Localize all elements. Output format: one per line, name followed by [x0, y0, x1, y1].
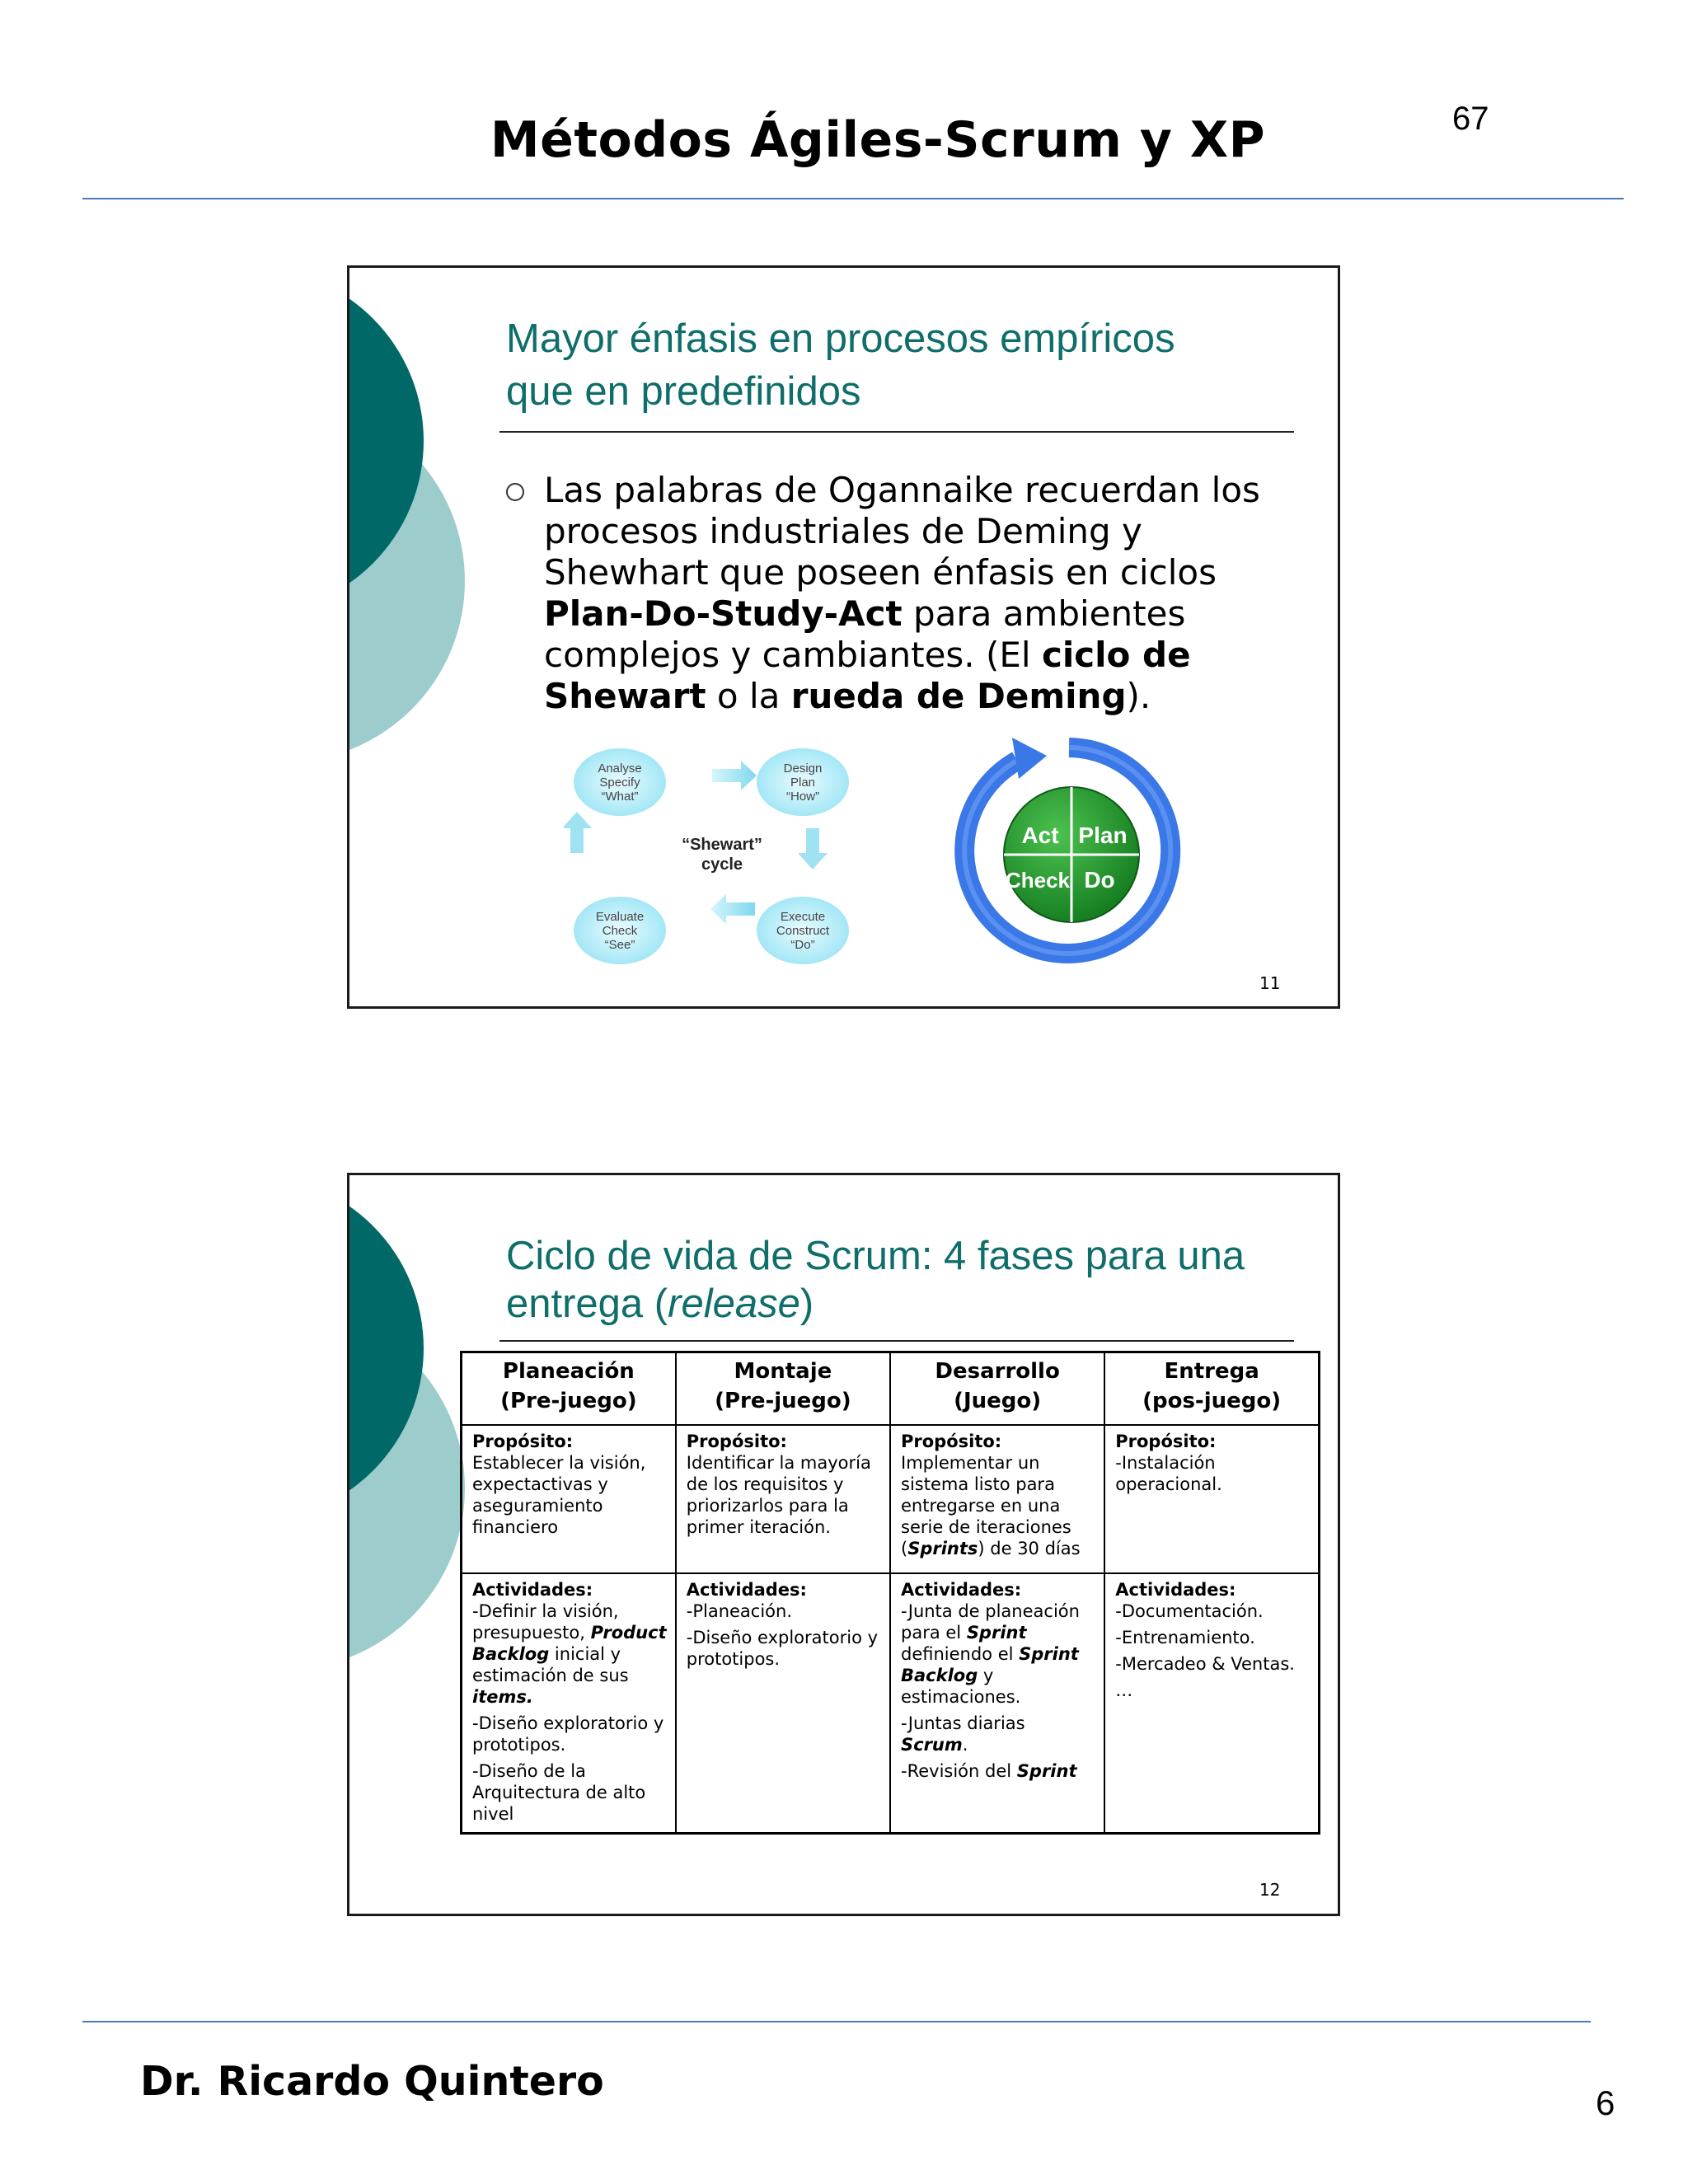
footer-divider: [82, 2021, 1591, 2022]
scrum-phases-table: [460, 1351, 1320, 1835]
table-cell: Actividades: -Documentación. -Entrenamiento. -Mercadeo & Ventas. …: [1104, 1573, 1319, 1834]
arrow-up-icon: [564, 812, 592, 853]
slide-11: [347, 265, 1340, 1009]
arrow-down-icon: [798, 828, 828, 869]
slide-number: 11: [1259, 973, 1281, 993]
table-cell: Propósito: Establecer la visión, expectactivas y aseguramiento financiero: [462, 1425, 676, 1573]
slide-title-line: entrega (release): [506, 1282, 814, 1326]
cycle-node-evaluate: Evaluate Check “See”: [574, 897, 666, 964]
slide-12: [347, 1173, 1340, 1916]
arrow-left-icon: [710, 894, 755, 924]
deming-arrowhead-icon: [1012, 738, 1047, 779]
slide-title-line: Mayor énfasis en procesos empíricos: [506, 316, 1175, 361]
slide-title-line: que en predefinidos: [506, 368, 861, 414]
deming-wheel: [950, 731, 1189, 970]
slide-title-line: Ciclo de vida de Scrum: 4 fases para una: [506, 1234, 1245, 1278]
column-header-desarrollo: Desarrollo (Juego): [890, 1352, 1104, 1425]
column-header-planeacion: Planeación (Pre-juego): [462, 1352, 676, 1425]
table-row: [462, 1425, 1320, 1573]
column-header-montaje: Montaje (Pre-juego): [676, 1352, 890, 1425]
header-divider: [82, 198, 1624, 199]
slide-title: [506, 1232, 1297, 1328]
slide-title-rule: [499, 1340, 1294, 1342]
author-name: Dr. Ricardo Quintero: [140, 2058, 604, 2105]
slide-number: 12: [1259, 1880, 1281, 1900]
page-number-top: 67: [1452, 101, 1489, 137]
cycle-node-execute: Execute Construct “Do”: [757, 897, 849, 964]
slide-title-rule: [499, 431, 1294, 433]
slide-title: [506, 313, 1297, 418]
deming-check-label: Check: [1005, 868, 1071, 893]
bullet-text: Las palabras de Ogannaike recuerdan los procesos industriales de Deming y Shewhart que poseen énfasis en ciclos Plan-Do-Study-Act para ambientes complejos y cambiantes. (El ciclo de Shewart o la rueda de Deming).: [544, 470, 1260, 716]
table-row: [462, 1573, 1320, 1834]
table-cell: Actividades: -Junta de planeación para el Sprint definiendo el Sprint Backlog y estimaciones. -Juntas diarias Scrum. -Revisión del Sprint: [890, 1573, 1104, 1834]
table-header-row: [462, 1352, 1320, 1425]
cycle-node-design: Design Plan “How”: [757, 748, 849, 816]
table-cell: Actividades: -Definir la visión, presupuesto, Product Backlog inicial y estimación de sus items. -Diseño exploratorio y prototipos. -Diseño de la Arquitectura de alto nivel: [462, 1573, 676, 1834]
table-cell: Propósito: Implementar un sistema listo para entregarse en una serie de iteraciones (Sprints) de 30 días: [890, 1425, 1104, 1573]
arrow-right-icon: [712, 761, 757, 790]
cycle-center-label: “Shewart” cycle: [682, 836, 762, 874]
deming-do-label: Do: [1084, 867, 1115, 893]
cycle-node-analyse: Analyse Specify “What”: [574, 748, 666, 816]
deming-act-label: Act: [1021, 823, 1059, 848]
column-header-entrega: Entrega (pos-juego): [1104, 1352, 1319, 1425]
table-cell: Propósito: Identificar la mayoría de los requisitos y priorizarlos para la primer iteración.: [676, 1425, 890, 1573]
bullet-circle-icon: [506, 483, 524, 501]
table-cell: Propósito: -Instalación operacional.: [1104, 1425, 1319, 1573]
page-number: 6: [1596, 2083, 1615, 2122]
deming-plan-label: Plan: [1078, 823, 1128, 848]
table-cell: Actividades: -Planeación. -Diseño exploratorio y prototipos.: [676, 1573, 890, 1834]
page-title: Métodos Ágiles-Scrum y XP: [490, 111, 1266, 169]
